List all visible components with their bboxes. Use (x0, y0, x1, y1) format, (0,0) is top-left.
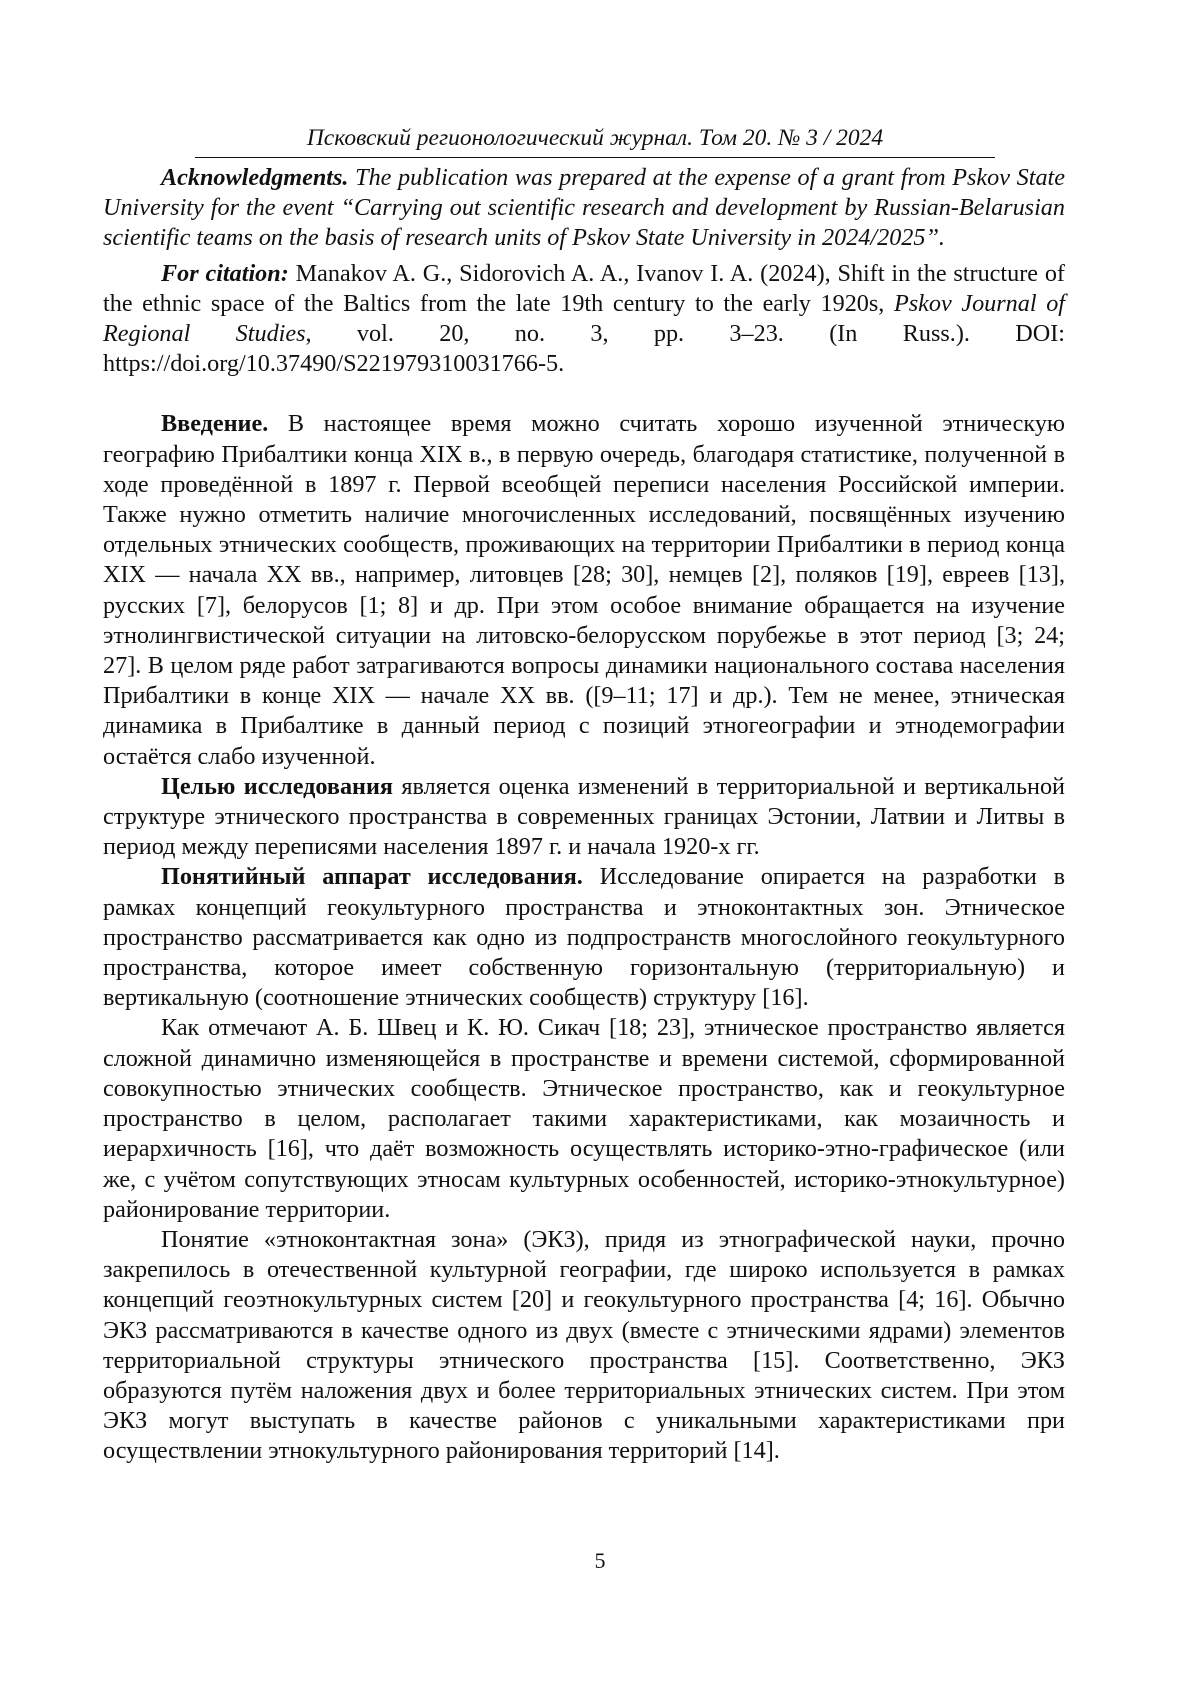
ethnic-space-paragraph: Как отмечают А. Б. Швец и К. Ю. Сикач [18; 23], этническое пространство является сложной динамично изменяющейся в пространстве и времени системой, сформированной совокупностью этнических сообществ. Этническое пространство, как и геокультурное пространство в целом, располагает такими характеристиками, как мозаичность и иерархичность [16], что даёт возможность осуществлять историко-этно-графическое (или же, с учётом сопутствующих этносам культурных особенностей, историко-этнокультурное) районирование территории. (103, 1014, 1065, 1223)
concepts-text: Исследование опирается на разработки в рамках концепций геокультурного пространства и этноконтактных зон. Этническое пространство рассматривается как одно из подпространств многослойного геокультурного пространства, которое имеет собственную горизонтальную (территориальную) и вертикальную (соотношение этнических сообществ) структуру [16]. (103, 863, 1065, 1012)
aim-text: является оценка изменений в территориальной и вертикальной структуре этнического пространства в современных границах Эстонии, Латвии и Литвы в период между переписями населения 1897 г. и начала 1920-х гг. (103, 772, 1065, 861)
citation-paragraph (103, 259, 1065, 380)
introduction-text: В настоящее время можно считать хорошо изученной этническую географию Прибалтики конца XIX в., в первую очередь, благодаря статистике, полученной в ходе проведённой в 1897 г. Первой всеобщей переписи населения Российской империи. Также нужно отметить наличие многочисленных исследований, посвящённых изучению отдельных этнических сообществ, проживающих на территории Прибалтики в период конца XIX — начала XX вв., например, литовцев [28; 30], немцев [2], поляков [19], евреев [13], русских [7], белорусов [1; 8] и др. При этом особое внимание обращается на изучение этнолингвистической ситуации на литовско-белорусском порубежье в этот период [3; 24; 27]. В целом ряде работ затрагиваются вопросы динамики национального состава населения Прибалтики в конце XIX — начале XX вв. ([9–11; 17] и др.). Тем не менее, этническая динамика в Прибалтике в данный период с позиций этногеографии и этнодемографии остаётся слабо изученной. (103, 410, 1065, 770)
contact-zone-paragraph: Понятие «этноконтактная зона» (ЭКЗ), придя из этнографической науки, прочно закрепилось в отечественной культурной географии, где широко используется в рамках концепций геоэтнокультурных систем [20] и геокультурного пространства [4; 16]. Обычно ЭКЗ рассматриваются в качестве одного из двух (вместе с этническими ядрами) элементов территориальной структуры этнического пространства [15]. Соответственно, ЭКЗ образуются путём наложения двух и более территориальных этнических систем. При этом ЭКЗ могут выступать в качестве районов с уникальными характеристиками при осуществлении этнокультурного районирования территорий [14]. (103, 1225, 1065, 1465)
aim-paragraph (103, 772, 1065, 863)
header-rule (195, 157, 995, 158)
concepts-paragraph (103, 862, 1065, 1013)
introduction-label: Введение. (161, 410, 269, 438)
citation-journal: Pskov Journal of Regional Studies (103, 289, 1066, 348)
citation-label: For citation: (161, 259, 289, 287)
acknowledgments-label: Acknowledgments. (161, 164, 349, 191)
page-number: 5 (594, 1548, 606, 1573)
citation-text-before: Manakov A. G., Sidorovich A. A., Ivanov I. A. (2024), Shift in the structure of the ethnic space of the Baltics from the late 19th century to the early 1920s, (103, 259, 1065, 317)
aim-label: Целью исследования (161, 772, 394, 800)
introduction-paragraph (103, 409, 1065, 771)
acknowledgments-paragraph (103, 163, 1065, 254)
acknowledgments-text: The publication was prepared at the expense of a grant from Pskov State University for the event “Carrying out scientific research and development by Russian-Belarusian scientific teams on the basis of research units of Pskov State University in 2024/2025”. (103, 164, 1065, 252)
citation-text-after: , vol. 20, no. 3, pp. 3–23. (In Russ.). DOI: https://doi.org/10.37490/S221979310031766-5. (103, 320, 1065, 378)
concepts-label: Понятийный аппарат исследования. (161, 863, 583, 891)
running-header: Псковский регионологический журнал. Том 20. № 3 / 2024 (306, 125, 884, 151)
page-content (103, 163, 1065, 1467)
